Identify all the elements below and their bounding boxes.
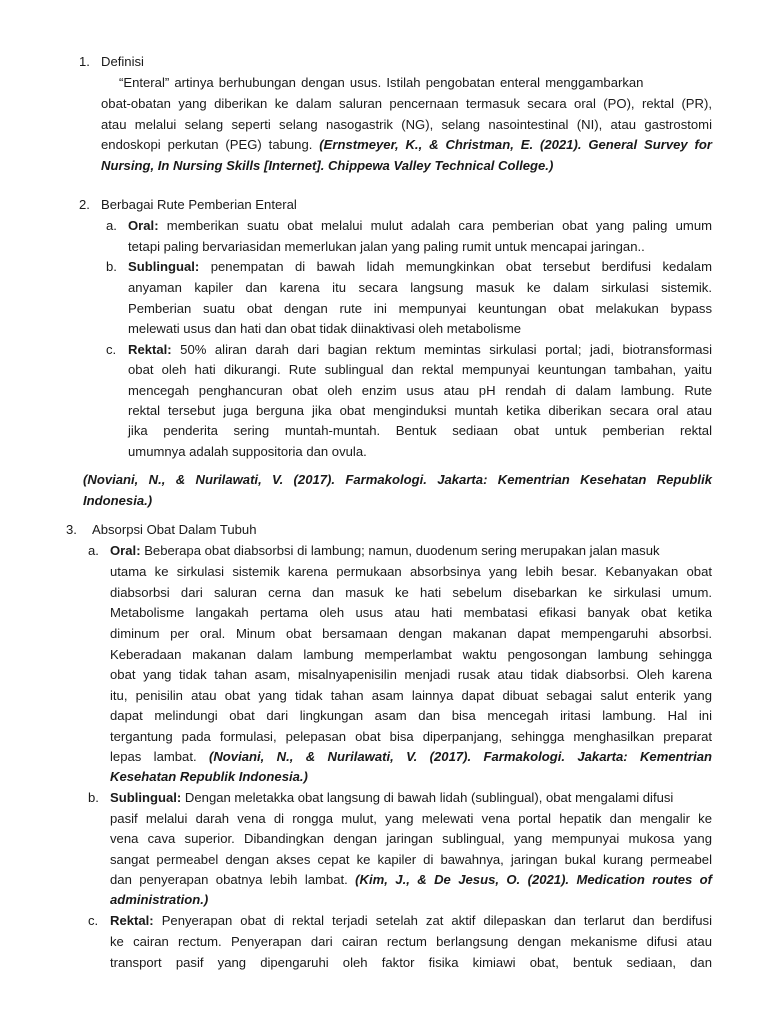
paragraph-line: utama ke sirkulasi sistemik karena permukaan absorbsinya yang lebih besar. Kebanyakan obat — [110, 564, 712, 579]
citation: Kesehatan Republik Indonesia.) — [110, 769, 308, 784]
item-label: Rektal: — [110, 913, 154, 928]
item-text: Dengan meletakka obat langsung di bawah lidah (sublingual), obat mengalami difusi — [184, 790, 674, 805]
section-heading: Absorpsi Obat Dalam Tubuh — [92, 522, 257, 537]
paragraph-line: rektal tersebut juga berguna jika obat menginduksi muntah ketika diberikan secara oral atau — [128, 403, 712, 418]
citation: administration.) — [110, 892, 209, 907]
paragraph-text: endoskopi perkutan (PEG) tabung. — [101, 137, 313, 152]
paragraph-line: sangat permeabel dengan akses cepat ke kapiler di bawahnya, jaringan bukal kurang permeabel — [110, 852, 712, 867]
section-number: 3. — [66, 522, 77, 537]
paragraph-line: Pemberian suatu obat dengan rute ini mempunyai keuntungan obat melakukan bypass — [128, 301, 712, 316]
paragraph-line: melewati usus dan hati dan obat tidak diinaktivasi oleh metabolisme — [128, 321, 522, 336]
list-item — [128, 256, 712, 277]
paragraph-text: lepas lambat. — [110, 749, 197, 764]
citation: (Noviani, N., & Nurilawati, V. (2017). Farmakologi. Jakarta: Kementrian — [208, 749, 712, 764]
list-letter: a. — [106, 218, 117, 233]
list-item — [110, 540, 660, 561]
paragraph-line: “Enteral” artinya berhubungan dengan usus. Istilah pengobatan enteral menggambarkan — [119, 75, 644, 90]
paragraph-line: anyaman kapiler dan karena itu secara langsung masuk ke dalam sirkulasi sistemik. — [128, 280, 712, 295]
item-label: Sublingual: — [128, 259, 200, 274]
paragraph-line: diabsorbsi dari saluran cerna dan masuk ke hati sebelum disebarkan ke sirkulasi umum. — [110, 585, 712, 600]
paragraph-line: tetapi paling bervariasidan memerlukan jalan yang paling rumit untuk mencapai jaringan.. — [128, 239, 645, 254]
item-text: Penyerapan obat di rektal terjadi setelah zat aktif dilepaskan dan terlarut dan berdifusi — [161, 913, 712, 928]
paragraph-line — [110, 746, 712, 767]
item-label: Rektal: — [128, 342, 172, 357]
list-item — [128, 215, 712, 236]
list-letter: c. — [106, 342, 117, 357]
paragraph-line: obat oleh hati dikurangi. Rute sublingual dan rektal mempunyai keuntungan tambahan, yaitu — [128, 362, 712, 377]
item-label: Sublingual: — [110, 790, 182, 805]
paragraph-line: obat yang tidak tahan asam, misalnyapenisilin menjadi rusak atau tidak diabsorbsi. Oleh karena — [110, 667, 712, 682]
section-heading: Berbagai Rute Pemberian Enteral — [101, 197, 297, 212]
list-letter: b. — [88, 790, 99, 805]
paragraph-line — [101, 134, 712, 155]
item-text: penempatan di bawah lidah memungkinkan obat tersebut berdifusi kedalam — [210, 259, 712, 274]
item-text: Beberapa obat diabsorbsi di lambung; namun, duodenum sering merupakan jalan masuk — [144, 543, 660, 558]
citation: Nursing, In Nursing Skills [Internet]. Chippewa Valley Technical College.) — [101, 158, 554, 173]
item-text: 50% aliran darah dari bagian rektum memintas sirkulasi portal; jadi, biotransformasi — [180, 342, 712, 357]
paragraph-line — [110, 869, 712, 890]
paragraph-line: vena cava superior. Dibandingkan dengan jaringan sublingual, yang mempunyai mukosa yang — [110, 831, 712, 846]
citation: Indonesia.) — [83, 493, 153, 508]
paragraph-line: dapat melindungi obat dari lingkungan asam dan bisa mencegah iritasi lambung. Hal ini — [110, 708, 712, 723]
paragraph-line: pasif melalui darah vena di rongga mulut, yang melewati vena portal hepatik dan mengalir ke — [110, 811, 712, 826]
paragraph-line: tergantung pada formulasi, pelepasan obat bisa diperpanjang, sehingga menghasilkan preparat — [110, 729, 712, 744]
section-number: 2. — [79, 197, 90, 212]
section-number: 1. — [79, 54, 90, 69]
list-letter: b. — [106, 259, 117, 274]
paragraph-line: obat-obatan yang diberikan ke dalam saluran pencernaan termasuk secara oral (PO), rektal (PR), — [101, 96, 712, 111]
paragraph-line: ke cairan rectum. Penyerapan dari cairan rectum berlangsung dengan mekanisme difusi atau — [110, 934, 712, 949]
paragraph-line: transport pasif yang dipengaruhi oleh faktor fisika kimiawi obat, bentuk sediaan, dan — [110, 955, 712, 970]
section-heading: Definisi — [101, 54, 144, 69]
paragraph-line: umumnya adalah suppositoria dan ovula. — [128, 444, 367, 459]
item-label: Oral: — [110, 543, 141, 558]
item-text: memberikan suatu obat melalui mulut adalah cara pemberian obat yang paling umum — [166, 218, 713, 233]
paragraph-line: jika penderita sering muntah-muntah. Bentuk sediaan obat untuk pemberian rektal — [128, 423, 712, 438]
paragraph-line: Metabolisme langakah pertama oleh usus atau hati membatasi efikasi banyak obat ketika — [110, 605, 712, 620]
list-item — [110, 787, 673, 808]
item-label: Oral: — [128, 218, 159, 233]
paragraph-line: itu, penisilin atau obat yang tidak tahan asam lainnya dapat dibuat sebagai salut enterik yang — [110, 688, 712, 703]
paragraph-line: Keberadaan makanan dalam lambung memperlambat waktu pengosongan lambung sehingga — [110, 647, 712, 662]
list-item — [110, 910, 712, 931]
paragraph-line: diminum per oral. Minum obat bersamaan dengan makanan dapat mempengaruhi absorbsi. — [110, 626, 712, 641]
citation: (Ernstmeyer, K., & Christman, E. (2021). General Survey for — [319, 137, 713, 152]
citation: (Noviani, N., & Nurilawati, V. (2017). Farmakologi. Jakarta: Kementrian Kesehatan Republik — [83, 472, 712, 487]
paragraph-line: mencegah penghancuran obat oleh enzim usus atau pH rendah di dalam lambung. Rute — [128, 383, 712, 398]
paragraph-text: dan penyerapan obatnya lebih lambat. — [110, 872, 348, 887]
list-letter: c. — [88, 913, 99, 928]
citation: (Kim, J., & De Jesus, O. (2021). Medication routes of — [355, 872, 713, 887]
list-letter: a. — [88, 543, 99, 558]
paragraph-line: atau melalui selang seperti selang nasogastrik (NG), selang nasointestinal (NI), atau gastrostomi — [101, 117, 712, 132]
list-item — [128, 339, 712, 360]
